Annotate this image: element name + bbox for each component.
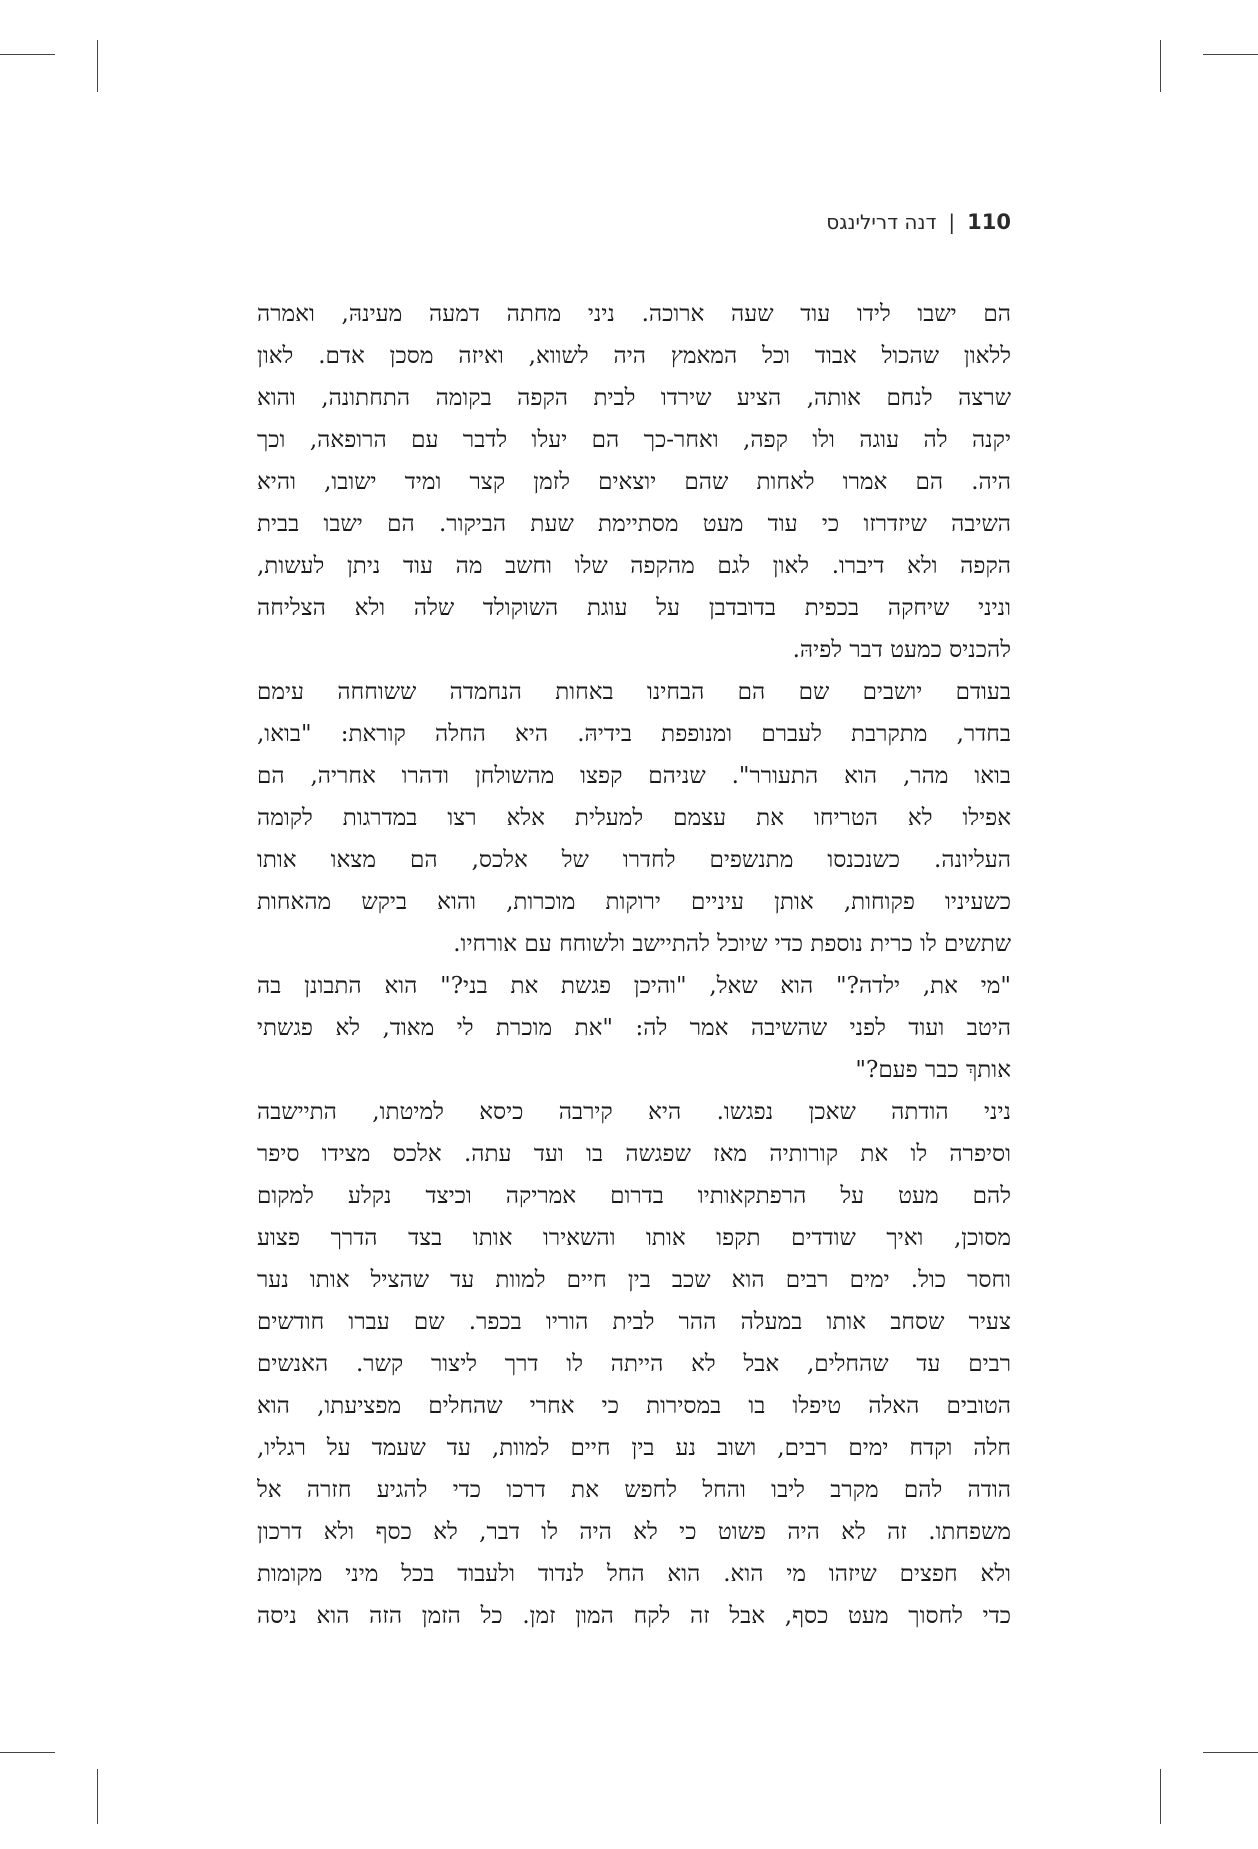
text-line: שרצה לנחם אותה, הציע שירדו לבית הקפה בקומה התחתונה, והוא — [257, 385, 1011, 411]
text-line: להם מעט על הרפתקאותיו בדרום אמריקה וכיצד נקלע למקום — [257, 1183, 1011, 1209]
text-line: שתשים לו כרית נוספת כדי שיוכל להתיישב ולשוחח עם אורחיו. — [453, 931, 1011, 957]
crop-mark — [0, 54, 55, 55]
text-line: רבים עד שהחלים, אבל לא הייתה לו דרך ליצור קשר. האנשים — [257, 1351, 1011, 1377]
page-number: 110 — [967, 210, 1011, 234]
text-line: ניני הודתה שאכן נפגשו. היא קירבה כיסא למיטתו, התיישבה — [257, 1099, 1011, 1125]
text-line: אפילו לא הטריחו את עצמם למעלית אלא רצו במדרגות לקומה — [257, 805, 1011, 831]
text-line: הקפה ולא דיברו. לאון לגם מהקפה שלו וחשב מה עוד ניתן לעשות, — [257, 553, 1011, 579]
running-header — [826, 208, 1011, 236]
text-line: חלה וקדח ימים רבים, ושוב נע בין חיים למוות, עד שעמד על רגליו, — [257, 1435, 1011, 1461]
author-name: דנה דרילינגס — [826, 210, 937, 234]
text-line: "מי את, ילדה?" הוא שאל, "והיכן פגשת את בני?" הוא התבונן בה — [257, 973, 1011, 999]
text-line: מסוכן, ואיך שודדים תקפו אותו והשאירו אותו בצד הדרך פצוע — [257, 1225, 1011, 1251]
crop-mark — [1160, 1769, 1161, 1824]
text-line: העליונה. כשנכנסו מתנשפים לחדרו של אלכס, הם מצאו אותו — [257, 847, 1011, 873]
text-line: וחסר כול. ימים רבים הוא שכב בין חיים למוות עד שהציל אותו נער — [257, 1267, 1011, 1293]
text-line: ללאון שהכול אבוד וכל המאמץ היה לשווא, ואיזה מסכן אדם. לאון — [257, 343, 1011, 369]
crop-mark — [1160, 40, 1161, 92]
text-line: להכניס כמעט דבר לפיהּ. — [792, 637, 1011, 663]
text-line: בואו מהר, הוא התעורר". שניהם קפצו מהשולחן ודהרו אחריה, הם — [257, 763, 1011, 789]
text-line: היטב ועוד לפני שהשיבה אמר לה: "את מוכרת לי מאוד, לא פגשתי — [257, 1015, 1011, 1041]
text-line: בעודם יושבים שם הם הבחינו באחות הנחמדה ששוחחה עימם — [257, 679, 1011, 705]
crop-mark — [1203, 1752, 1258, 1753]
text-line: היה. הם אמרו לאחות שהם יוצאים לזמן קצר ומיד ישובו, והיא — [257, 469, 1011, 495]
header-separator: | — [948, 210, 956, 234]
crop-mark — [1203, 54, 1258, 55]
text-line: ולא חפצים שיזהו מי הוא. הוא החל לנדוד ולעבוד בכל מיני מקומות — [257, 1561, 1011, 1587]
crop-mark — [97, 1769, 98, 1824]
text-line: כשעיניו פקוחות, אותן עיניים ירוקות מוכרות, והוא ביקש מהאחות — [257, 889, 1011, 915]
text-line: הם ישבו לידו עוד שעה ארוכה. ניני מחתה דמעה מעינהּ, ואמרה — [257, 301, 1011, 327]
text-line: אותךְ כבר פעם?" — [855, 1057, 1011, 1083]
crop-mark — [97, 40, 98, 92]
text-line: משפחתו. זה לא היה פשוט כי לא היה לו דבר, לא כסף ולא דרכון — [257, 1519, 1011, 1545]
text-line: השיבה שיזדרזו כי עוד מעט מסתיימת שעת הביקור. הם ישבו בבית — [257, 511, 1011, 537]
text-line: בחדר, מתקרבת לעברם ומנופפת בידיהּ. היא החלה קוראת: "בואו, — [257, 721, 1011, 747]
crop-mark — [0, 1752, 55, 1753]
text-line: כדי לחסוך מעט כסף, אבל זה לקח המון זמן. כל הזמן הזה הוא ניסה — [257, 1603, 1011, 1629]
text-line: יקנה לה עוגה ולו קפה, ואחר-כך הם יעלו לדבר עם הרופאה, וכך — [257, 427, 1011, 453]
body-text — [257, 293, 1011, 1637]
text-line: וניני שיחקה בכפית בדובדבן על עוגת השוקולד שלה ולא הצליחה — [257, 595, 1011, 621]
text-line: צעיר שסחב אותו במעלה ההר לבית הוריו בכפר. שם עברו חודשים — [257, 1309, 1011, 1335]
text-line: הטובים האלה טיפלו בו במסירות כי אחרי שהחלים מפציעתו, הוא — [257, 1393, 1011, 1419]
text-line: וסיפרה לו את קורותיה מאז שפגשה בו ועד עתה. אלכס מצידו סיפר — [257, 1141, 1011, 1167]
text-line: הודה להם מקרב ליבו והחל לחפש את דרכו כדי להגיע חזרה אל — [257, 1477, 1011, 1503]
